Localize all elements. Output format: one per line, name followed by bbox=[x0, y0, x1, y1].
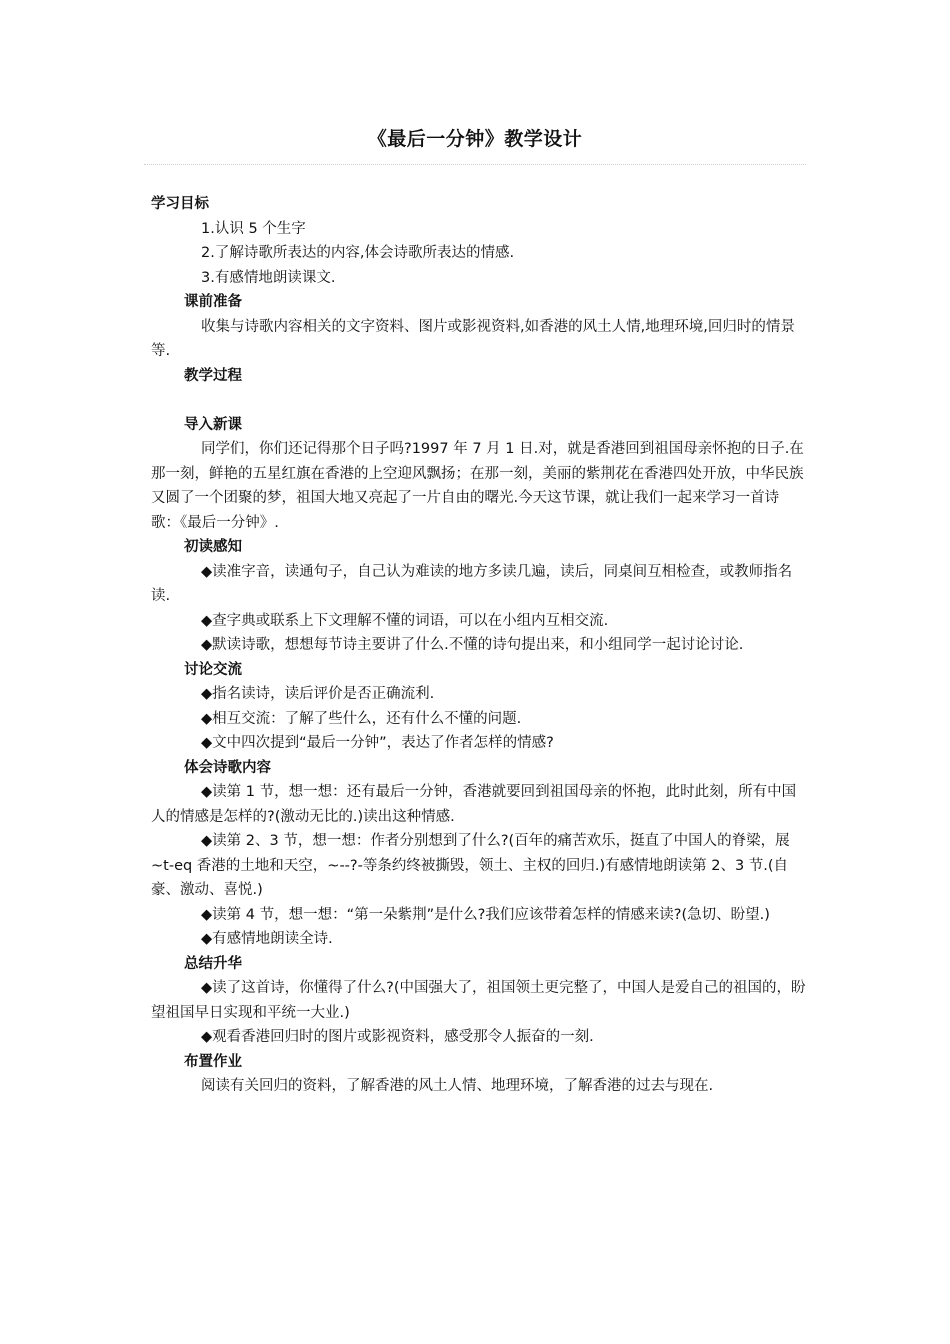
section-heading-homework: 布置作业 bbox=[184, 1053, 242, 1070]
document-body bbox=[151, 192, 807, 1099]
prep-paragraph: 收集与诗歌内容相关的文字资料、图片或影视资料,如香港的风土人情,地理环境,回归时的情景等. bbox=[151, 318, 795, 359]
first-read-item: ◆查字典或联系上下文理解不懂的词语，可以在小组内互相交流. bbox=[201, 612, 609, 629]
intro-paragraph: 同学们，你们还记得那个日子吗?1997 年 7 月 1 日.对，就是香港回到祖国母亲怀抱的日子.在那一刻，鲜艳的五星红旗在香港的上空迎风飘扬；在那一刻，美丽的紫荆花在香港四处开放，中华民族又圆了一个团聚的梦，祖国大地又亮起了一片自由的曙光.今天这节课，就让我们一起来学习一首诗歌：《最后一分钟》. bbox=[151, 441, 804, 531]
feel-item: ◆读第 2、3 节，想一想：作者分别想到了什么?(百年的痛苦欢乐，挺直了中国人的脊梁，展~t-eq 香港的土地和天空，~--?-等条约终被撕毁，领土、主权的回归.)有感情地朗读第 2、3 节.(自豪、激动、喜悦.) bbox=[151, 833, 790, 898]
spacer bbox=[151, 388, 807, 413]
section-heading-feel: 体会诗歌内容 bbox=[184, 759, 271, 776]
homework-paragraph: 阅读有关回归的资料，了解香港的风土人情、地理环境，了解香港的过去与现在. bbox=[201, 1078, 714, 1094]
discuss-item: ◆相互交流：了解了些什么，还有什么不懂的问题. bbox=[201, 710, 522, 727]
section-heading-summary: 总结升华 bbox=[184, 955, 242, 972]
section-heading-intro: 导入新课 bbox=[184, 416, 242, 433]
section-heading-discuss: 讨论交流 bbox=[184, 661, 242, 678]
section-heading-process: 教学过程 bbox=[184, 367, 242, 384]
feel-item: ◆有感情地朗读全诗. bbox=[201, 931, 333, 947]
summary-item: ◆读了这首诗，你懂得了什么?(中国强大了，祖国领土更完整了，中国人是爱自己的祖国的，盼望祖国早日实现和平统一大业.) bbox=[151, 980, 806, 1021]
feel-item: ◆读第 1 节，想一想：还有最后一分钟，香港就要回到祖国母亲的怀抱，此时此刻，所有中国人的情感是怎样的?(激动无比的.)读出这种情感. bbox=[151, 784, 797, 825]
title-divider bbox=[144, 164, 806, 165]
section-heading-first-read: 初读感知 bbox=[184, 539, 242, 555]
summary-item: ◆观看香港回归时的图片或影视资料，感受那令人振奋的一刻. bbox=[201, 1029, 594, 1045]
goal-item: 1.认识 5 个生字 bbox=[201, 220, 306, 237]
goal-item: 2.了解诗歌所表达的内容,体会诗歌所表达的情感. bbox=[201, 245, 515, 261]
feel-item: ◆读第 4 节，想一想：“第一朵紫荆”是什么?我们应该带着怎样的情感来读?(急切、盼望.) bbox=[201, 906, 770, 923]
first-read-item: ◆读准字音，读通句子，自己认为难读的地方多读几遍，读后，同桌间互相检查，或教师指名读. bbox=[151, 563, 793, 604]
document-title: 《最后一分钟》教学设计 bbox=[367, 128, 583, 150]
discuss-item: ◆文中四次提到“最后一分钟”，表达了作者怎样的情感? bbox=[201, 735, 554, 751]
discuss-item: ◆指名读诗，读后评价是否正确流利. bbox=[201, 686, 435, 702]
goal-item: 3.有感情地朗读课文. bbox=[201, 269, 336, 286]
section-heading-prep: 课前准备 bbox=[184, 294, 242, 310]
first-read-item: ◆默读诗歌，想想每节诗主要讲了什么.不懂的诗句提出来，和小组同学一起讨论讨论. bbox=[201, 637, 744, 653]
section-heading-goals: 学习目标 bbox=[151, 196, 209, 212]
